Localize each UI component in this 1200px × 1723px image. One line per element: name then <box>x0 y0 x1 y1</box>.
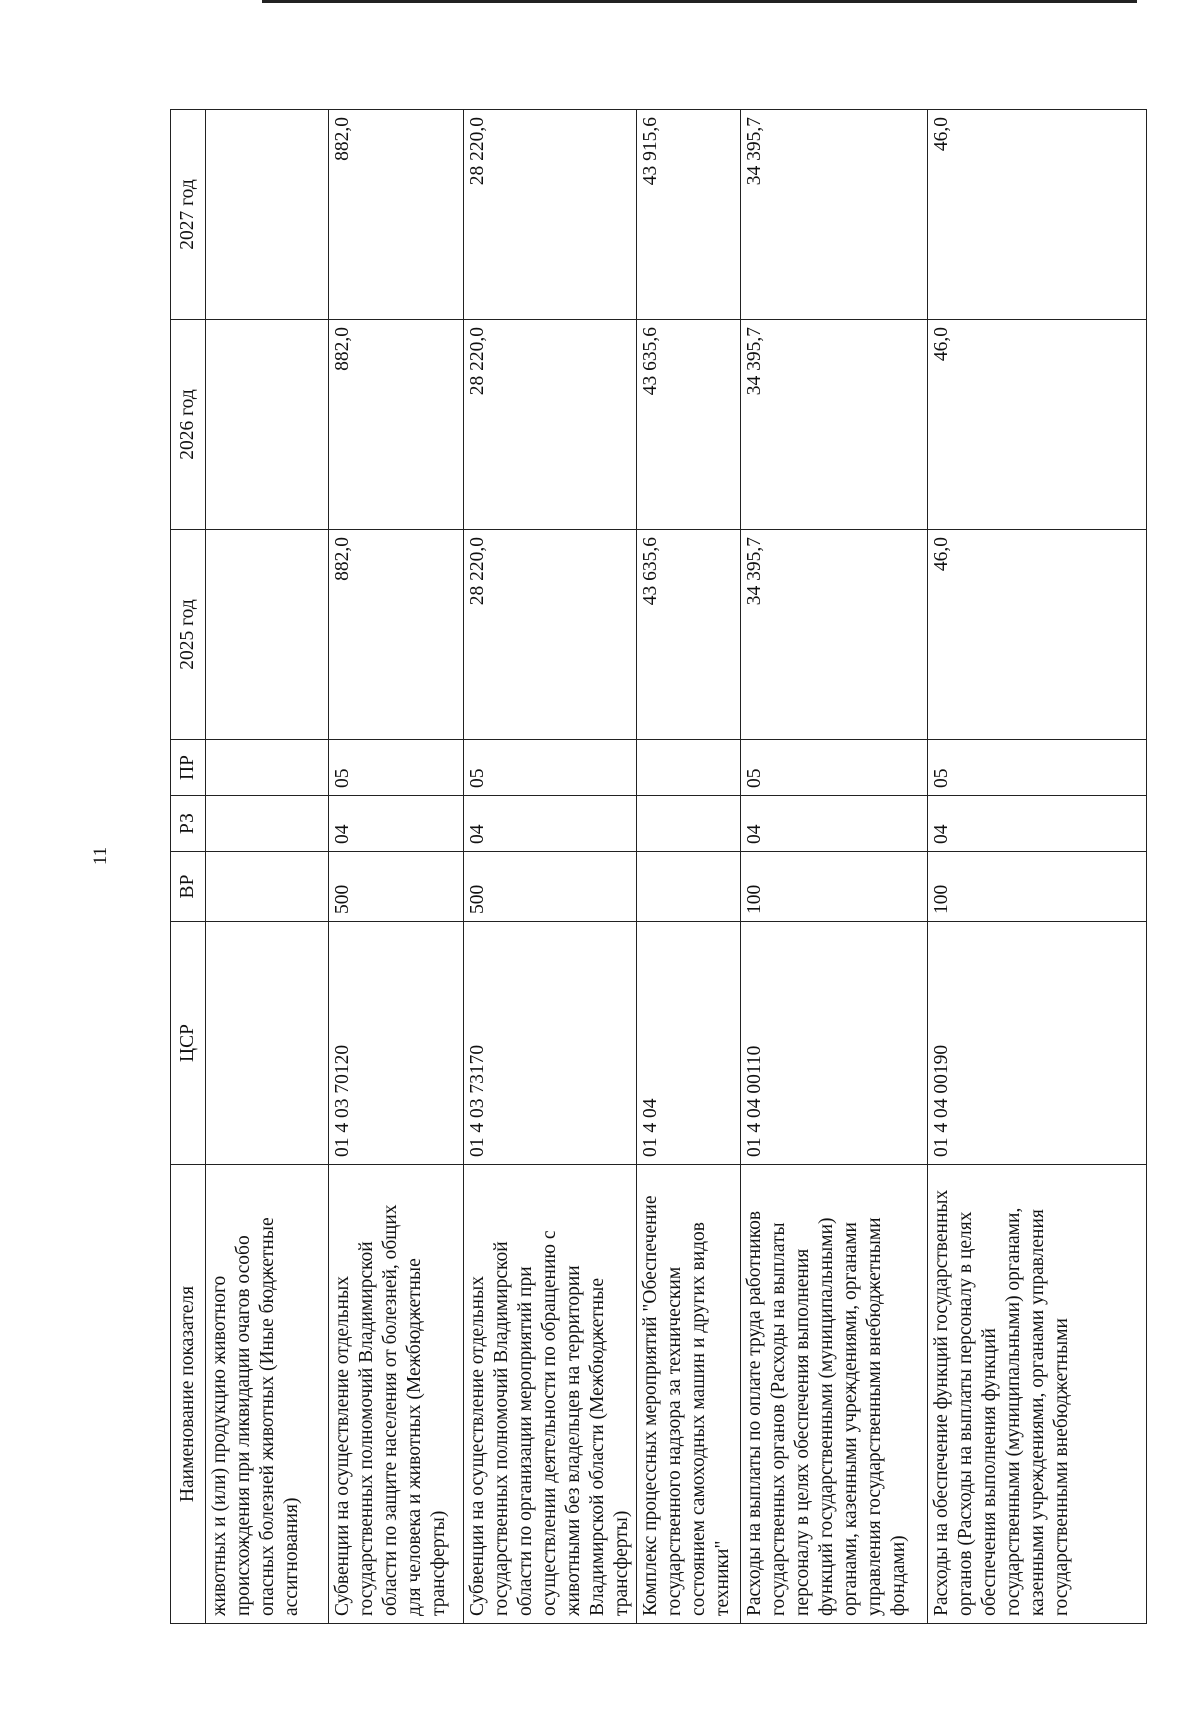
cell-pr: 05 <box>741 740 928 796</box>
cell-name: Расходы на обеспечение функций государственных органов (Расходы на выплаты персоналу в целях обеспечения выполнения функций государственными (муниципальными) органами, казенными учреждениями, органами управления государственными внебюджетными <box>928 1165 1147 1624</box>
table-row <box>741 110 928 1624</box>
cell-rz <box>206 796 329 852</box>
table-row <box>464 110 637 1624</box>
cell-2025: 43 635,6 <box>637 530 741 740</box>
header-2025: 2025 год <box>171 530 206 740</box>
cell-2025: 882,0 <box>329 530 464 740</box>
table-row <box>206 110 329 1624</box>
cell-vr <box>637 852 741 922</box>
header-rz: РЗ <box>171 796 206 852</box>
scan-top-rule <box>262 0 1137 3</box>
cell-vr: 500 <box>464 852 637 922</box>
cell-2027: 882,0 <box>329 110 464 320</box>
cell-2025 <box>206 530 329 740</box>
cell-2027 <box>206 110 329 320</box>
cell-pr: 05 <box>329 740 464 796</box>
table-row <box>637 110 741 1624</box>
cell-name: животных и (или) продукцию животного происхождения при ликвидации очагов особо опасных болезней животных (Иные бюджетные ассигнования) <box>206 1165 329 1624</box>
cell-rz: 04 <box>741 796 928 852</box>
header-csr: ЦСР <box>171 922 206 1165</box>
cell-2026: 46,0 <box>928 320 1147 530</box>
table-row <box>329 110 464 1624</box>
header-name: Наименование показателя <box>171 1165 206 1624</box>
cell-rz <box>637 796 741 852</box>
cell-2025: 46,0 <box>928 530 1147 740</box>
cell-pr <box>206 740 329 796</box>
header-2027: 2027 год <box>171 110 206 320</box>
cell-name: Субвенции на осуществление отдельных государственных полномочий Владимирской области по организации мероприятий при осуществлении деятельности по обращению с животными без владельцев на территории Владимирской области (Межбюджетные трансферты) <box>464 1165 637 1624</box>
cell-2025: 28 220,0 <box>464 530 637 740</box>
cell-2025: 34 395,7 <box>741 530 928 740</box>
cell-2027: 28 220,0 <box>464 110 637 320</box>
cell-rz: 04 <box>928 796 1147 852</box>
cell-csr: 01 4 04 00110 <box>741 922 928 1165</box>
cell-name: Субвенции на осуществление отдельных государственных полномочий Владимирской области по защите населения от болезней, общих для человека и животных (Межбюджетные трансферты) <box>329 1165 464 1624</box>
rotated-table-container <box>170 110 1132 1624</box>
cell-2027: 43 915,6 <box>637 110 741 320</box>
cell-2027: 46,0 <box>928 110 1147 320</box>
cell-pr: 05 <box>928 740 1147 796</box>
header-2026: 2026 год <box>171 320 206 530</box>
cell-csr: 01 4 04 <box>637 922 741 1165</box>
cell-2027: 34 395,7 <box>741 110 928 320</box>
header-vr: ВР <box>171 852 206 922</box>
table-header-row <box>171 110 206 1624</box>
cell-2026: 882,0 <box>329 320 464 530</box>
cell-vr: 100 <box>928 852 1147 922</box>
cell-rz: 04 <box>464 796 637 852</box>
cell-name: Расходы на выплаты по оплате труда работников государственных органов (Расходы на выплаты персоналу в целях обеспечения выполнения функций государственными (муниципальными) органами, казенными учреждениями, органами управления государственными внебюджетными фондами) <box>741 1165 928 1624</box>
cell-csr: 01 4 03 70120 <box>329 922 464 1165</box>
cell-vr: 100 <box>741 852 928 922</box>
cell-2026: 34 395,7 <box>741 320 928 530</box>
cell-rz: 04 <box>329 796 464 852</box>
page-number: 11 <box>90 846 112 866</box>
table-row <box>928 110 1147 1624</box>
cell-pr: 05 <box>464 740 637 796</box>
cell-2026: 28 220,0 <box>464 320 637 530</box>
header-pr: ПР <box>171 740 206 796</box>
cell-csr: 01 4 03 73170 <box>464 922 637 1165</box>
cell-2026: 43 635,6 <box>637 320 741 530</box>
cell-vr <box>206 852 329 922</box>
cell-csr: 01 4 04 00190 <box>928 922 1147 1165</box>
cell-pr <box>637 740 741 796</box>
budget-table <box>170 109 1147 1624</box>
cell-vr: 500 <box>329 852 464 922</box>
cell-2026 <box>206 320 329 530</box>
cell-name: Комплекс процессных мероприятий "Обеспечение государственного надзора за техническим состоянием самоходных машин и других видов техники" <box>637 1165 741 1624</box>
cell-csr <box>206 922 329 1165</box>
